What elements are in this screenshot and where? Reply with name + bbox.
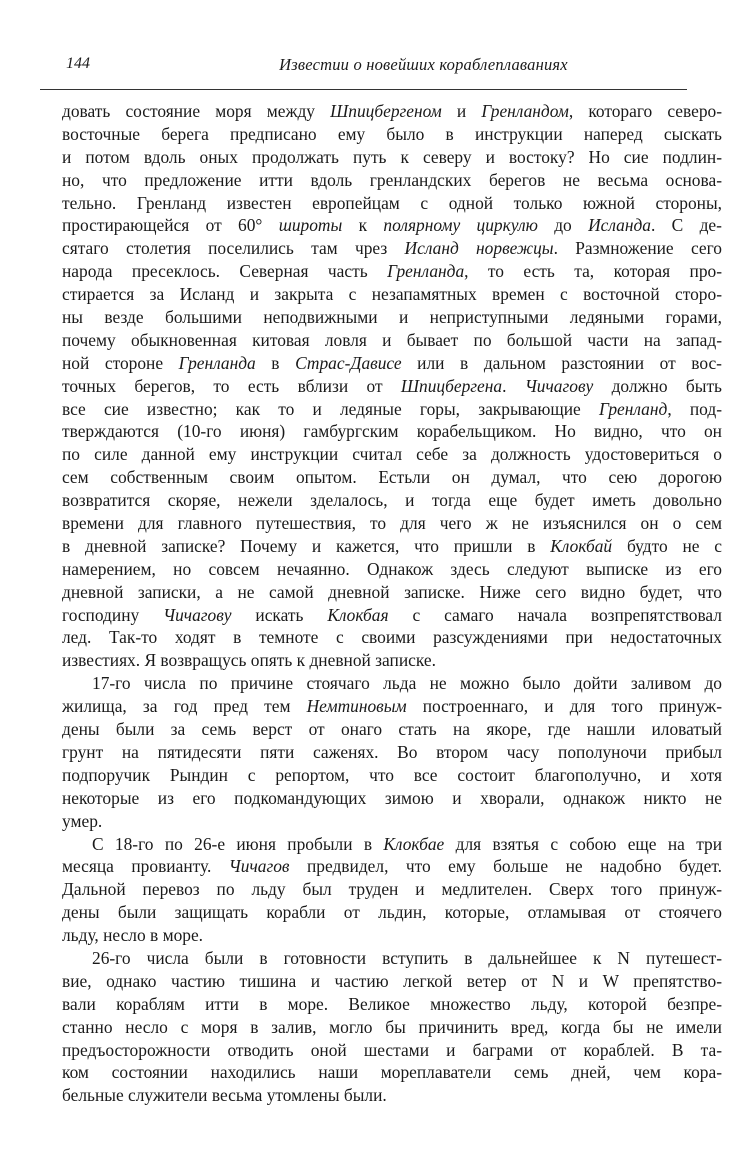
italic-text: Немтиновым bbox=[306, 696, 407, 717]
text-run: ком состоянии находились наши мореплаватели семь дней, чем кора- bbox=[62, 1062, 722, 1083]
italic-text: Гренланд bbox=[598, 398, 668, 419]
text-line bbox=[62, 375, 722, 398]
text-run: точных берегов, то есть вблизи от bbox=[62, 375, 401, 396]
text-run: до bbox=[537, 215, 589, 236]
text-run: довать состояние моря между bbox=[62, 101, 331, 121]
text-run: дневной записки, а не самой дневной записке. Ниже сего видно будет, что bbox=[62, 581, 722, 602]
italic-text: Исланда bbox=[588, 215, 651, 236]
text-run: и bbox=[441, 101, 482, 121]
text-run: станно несло с моря в залив, могло бы причинить вред, когда бы не имели bbox=[62, 1016, 722, 1037]
text-run: стирается за Исланд и закрыта с незапамятных времен с восточной сторо- bbox=[62, 284, 722, 305]
italic-text: Чичагову bbox=[524, 375, 594, 396]
text-line bbox=[62, 306, 722, 329]
text-line bbox=[62, 581, 722, 604]
text-run: тверждаются (10-го июня) гамбургским корабельщиком. Но видно, что он bbox=[62, 421, 722, 442]
text-line bbox=[62, 993, 722, 1016]
text-run: и потом вдоль оных продолжать путь к северу и востоку? Но сие подлин- bbox=[62, 146, 722, 167]
text-line bbox=[62, 626, 722, 649]
text-run: вие, однако частию тишина и частию легкой ветер от N и W препятство- bbox=[62, 970, 722, 991]
text-run: народа пресеклось. Северная часть bbox=[62, 261, 388, 282]
text-run: искать bbox=[231, 604, 328, 625]
text-run: жилища, за год пред тем bbox=[62, 696, 307, 717]
text-run: возвратится скоряе, нежели зделалось, и тогда еще будет иметь довольно bbox=[62, 490, 722, 511]
text-run: . bbox=[502, 375, 525, 396]
italic-text: Страс-Дависе bbox=[295, 352, 402, 373]
text-run: вали кораблям итти в море. Великое множество льду, которой безпре- bbox=[62, 993, 722, 1014]
text-line bbox=[62, 947, 722, 970]
italic-text: Клокбай bbox=[550, 535, 613, 556]
paragraph bbox=[62, 947, 722, 1107]
text-line bbox=[62, 810, 722, 833]
text-line bbox=[62, 420, 722, 443]
text-run: 17-го числа по причине стоячаго льда не можно было дойти заливом до bbox=[92, 673, 722, 694]
text-run: в bbox=[255, 352, 296, 373]
italic-text: полярному циркулю bbox=[383, 215, 538, 236]
paragraph bbox=[62, 672, 722, 832]
italic-text: Гренланда bbox=[387, 261, 465, 282]
italic-text: Гренланда bbox=[178, 352, 256, 373]
text-line bbox=[62, 741, 722, 764]
text-line bbox=[62, 237, 722, 260]
italic-text: Клокбая bbox=[327, 604, 389, 625]
italic-text: Шпицбергена bbox=[400, 375, 503, 396]
text-line bbox=[62, 1039, 722, 1062]
text-run: построеннаго, и для того принуж- bbox=[406, 696, 722, 717]
text-run: восточные берега предписано ему было в инструкции наперед сыскать bbox=[62, 123, 722, 144]
text-line bbox=[62, 924, 722, 947]
text-line bbox=[62, 558, 722, 581]
text-run: сем собственным своим опытом. Естьли он думал, что сею дорогою bbox=[62, 467, 722, 488]
running-title: Известии о новейших кораблеплаваниях bbox=[279, 55, 568, 74]
paragraph bbox=[62, 100, 722, 672]
paragraph bbox=[62, 833, 722, 947]
text-line bbox=[62, 718, 722, 741]
text-run: простирающейся от 60° bbox=[62, 215, 279, 236]
text-run: времени для главного путешествия, то для чего ж не изъяснился он о сем bbox=[62, 513, 722, 534]
text-run: дены были за семь верст от онаго стать на якоре, где нашли иловатый bbox=[62, 719, 722, 740]
text-line bbox=[62, 672, 722, 695]
italic-text: Чичагов bbox=[228, 856, 290, 877]
body-text bbox=[62, 100, 722, 1107]
text-line bbox=[62, 1016, 722, 1039]
text-line bbox=[62, 1061, 722, 1084]
text-line bbox=[62, 260, 722, 283]
text-run: ной стороне bbox=[62, 352, 179, 373]
italic-text: Клокбае bbox=[383, 833, 445, 854]
text-run: по силе данной ему инструкции считал себе за должность удостовериться о bbox=[62, 444, 722, 465]
italic-text: Исланд норвежцы bbox=[404, 238, 554, 259]
text-run: в дневной записке? Почему и кажется, что пришли в bbox=[62, 535, 551, 556]
italic-text: Шпицбергеном bbox=[330, 101, 442, 121]
text-run: предвидел, что ему больше не надобно будет. bbox=[289, 856, 722, 877]
text-line bbox=[62, 787, 722, 810]
text-line bbox=[62, 878, 722, 901]
text-run: умер. bbox=[62, 810, 103, 831]
text-run: лед. Так-то ходят в темноте с своими разсуждениями при недостаточных bbox=[62, 627, 722, 648]
text-line bbox=[62, 214, 722, 237]
text-run: будто не с bbox=[612, 535, 722, 556]
text-run: бельные служители весьма утомлены были. bbox=[62, 1085, 387, 1106]
text-run: к bbox=[342, 215, 384, 236]
text-line bbox=[62, 100, 722, 123]
text-run: , котораго северо- bbox=[568, 101, 722, 121]
text-line bbox=[62, 123, 722, 146]
text-line bbox=[62, 283, 722, 306]
text-run: известиях. Я возвращусь опять к дневной записке. bbox=[62, 650, 436, 671]
italic-text: Чичагову bbox=[163, 604, 232, 625]
text-line bbox=[62, 855, 722, 878]
text-run: должно быть bbox=[593, 375, 722, 396]
text-line bbox=[62, 970, 722, 993]
text-run: ны везде большими неподвижными и неприступными ледяными горами, bbox=[62, 307, 722, 328]
text-run: или в дальном разстоянии от вос- bbox=[401, 352, 722, 373]
text-run: . Размножение сего bbox=[553, 238, 723, 259]
text-run: подпоручик Рындин с репортом, что все состоит благополучно, и хотя bbox=[62, 764, 722, 785]
text-run: некоторые из его подкомандующих зимою и хворали, однакож никто не bbox=[62, 787, 722, 808]
text-line bbox=[62, 146, 722, 169]
italic-text: широты bbox=[278, 215, 343, 236]
text-run: тельно. Гренланд известен европейцам с одной только южной стороны, bbox=[62, 192, 722, 213]
text-run: предъосторожности отводить оной шестами и баграми от кораблей. В та- bbox=[62, 1039, 722, 1060]
text-line bbox=[62, 604, 722, 627]
text-line bbox=[62, 466, 722, 489]
text-run: почему обыкновенная китовая ловля и бывает по большой части на запад- bbox=[62, 329, 722, 350]
text-run: льду, несло в море. bbox=[62, 925, 204, 946]
text-line bbox=[62, 192, 722, 215]
text-line bbox=[62, 512, 722, 535]
text-run: 26-го числа были в готовности вступить в дальнейшее к N путешест- bbox=[92, 947, 722, 968]
text-run: для взятья с собою еще на три bbox=[444, 833, 723, 854]
text-line bbox=[62, 1084, 722, 1107]
text-run: господину bbox=[62, 604, 164, 625]
text-run: сятаго столетия поселились там чрез bbox=[62, 238, 405, 259]
page-header bbox=[40, 51, 687, 90]
text-run: с самаго начала возпрепятствовал bbox=[388, 604, 722, 625]
text-line bbox=[62, 169, 722, 192]
text-run: , под- bbox=[667, 398, 722, 419]
text-line bbox=[62, 398, 722, 421]
text-line bbox=[62, 833, 722, 856]
text-line bbox=[62, 901, 722, 924]
text-line bbox=[62, 329, 722, 352]
text-run: месяца провианту. bbox=[62, 856, 229, 877]
text-run: . С де- bbox=[650, 215, 722, 236]
text-run: намерением, но совсем нечаянно. Однакож здесь следуют выписке из его bbox=[62, 558, 722, 579]
text-run: все сие известно; как то и ледяные горы, закрывающие bbox=[62, 398, 599, 419]
text-line bbox=[62, 695, 722, 718]
text-line bbox=[62, 443, 722, 466]
page-number: 144 bbox=[66, 55, 90, 72]
text-run: , то есть та, которая про- bbox=[464, 261, 722, 282]
text-run: дены были защищать корабли от льдин, которые, отламывая от стоячего bbox=[62, 902, 722, 923]
text-run: грунт на пятидесяти пяти саженях. Во втором часу пополуночи прибыл bbox=[62, 741, 722, 762]
text-run: Дальной перевоз по льду был труден и медлителен. Сверх того принуж- bbox=[62, 879, 722, 900]
text-line bbox=[62, 649, 722, 672]
text-run: но, что предложение итти вдоль гренландских берегов не весьма основа- bbox=[62, 169, 722, 190]
text-line bbox=[62, 352, 722, 375]
text-line bbox=[62, 764, 722, 787]
text-line bbox=[62, 489, 722, 512]
italic-text: Гренландом bbox=[481, 101, 569, 121]
text-line bbox=[62, 535, 722, 558]
text-run: С 18-го по 26-е июня пробыли в bbox=[92, 833, 384, 854]
